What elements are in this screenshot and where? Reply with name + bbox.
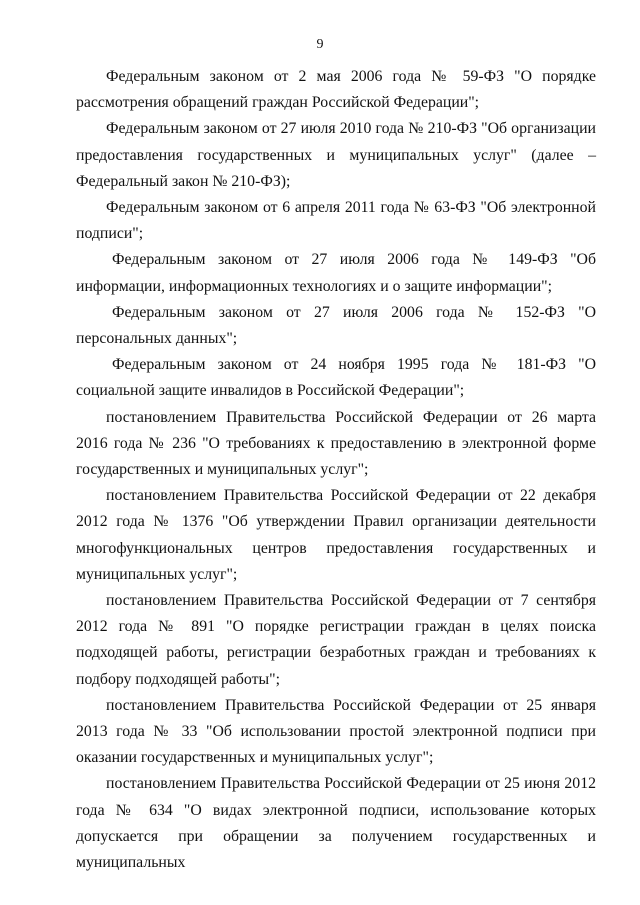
paragraph-decree-891: постановлением Правительства Российской Федерации от 7 сентября 2012 года № 891 "О порядке регистрации граждан в целях поиска подходящей работы, регистрации безработных граждан и требованиях к подбору подходящей работы"; <box>76 592 596 688</box>
paragraph-decree-33: постановлением Правительства Российской Федерации от 25 января 2013 года № 33 "Об использовании простой электронной подписи при оказании государственных и муниципальных услуг"; <box>76 696 596 767</box>
document-body <box>76 64 596 876</box>
paragraph-law-152fz: Федеральным законом от 27 июля 2006 года № 152-ФЗ "О персональных данных"; <box>76 303 596 348</box>
paragraph-law-149fz: Федеральным законом от 27 июля 2006 года № 149-ФЗ "Об информации, информационных технологиях и о защите информации"; <box>76 251 596 295</box>
paragraph-decree-634: постановлением Правительства Российской Федерации от 25 июня 2012 года № 634 "О видах электронной подписи, использование которых допускается при обращении за получением государственных и муниципальных <box>76 775 596 872</box>
paragraph-law-210fz: Федеральным законом от 27 июля 2010 года № 210-ФЗ "Об организации предоставления государственных и муниципальных услуг" (далее – Федеральный закон № 210-ФЗ); <box>76 120 596 190</box>
paragraph-law-59fz: Федеральным законом от 2 мая 2006 года № 59-ФЗ "О порядке рассмотрения обращений граждан Российской Федерации"; <box>76 68 596 112</box>
page-number: 9 <box>316 37 324 52</box>
paragraph-law-63fz: Федеральным законом от 6 апреля 2011 года № 63-ФЗ "Об электронной подписи"; <box>76 199 596 243</box>
paragraph-law-181fz: Федеральным законом от 24 ноября 1995 года № 181-ФЗ "О социальной защите инвалидов в Российской Федерации"; <box>76 356 596 400</box>
paragraph-decree-1376: постановлением Правительства Российской Федерации от 22 декабря 2012 года № 1376 "Об утверждении Правил организации деятельности многофункциональных центров предоставления государственных и муниципальных услуг"; <box>76 487 596 583</box>
paragraph-decree-236: постановлением Правительства Российской Федерации от 26 марта 2016 года № 236 "О требованиях к предоставлению в электронной форме государственных и муниципальных услуг"; <box>76 408 596 479</box>
